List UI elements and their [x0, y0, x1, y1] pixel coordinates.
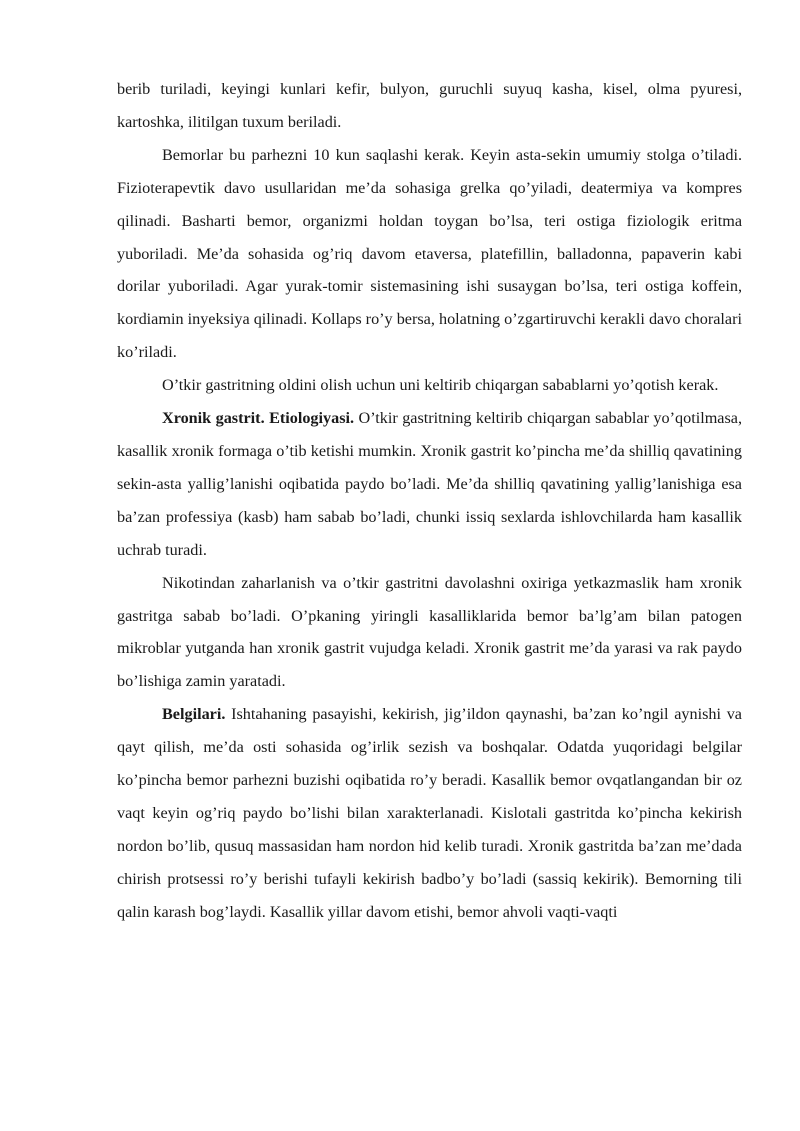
paragraph-causes	[117, 567, 742, 699]
paragraph-text: Bemorlar bu parhezni 10 kun saqlashi kerak. Keyin asta-sekin umumiy stolga o’tiladi. Fizioterapevtik davo usullaridan me’da sohasiga grelka qo’yiladi, deatermiya va kompres qilinadi. Basharti bemor, organizmi holdan toygan bo’lsa, teri ostiga fiziologik eritma yuboriladi. Me’da sohasida og’riq davom etaversa, platefillin, balladonna, papaverin kabi dorilar yuboriladi. Agar yurak-tomir sistemasining ishi susaygan bo’lsa, teri ostiga koffein, kordiamin inyeksiya qilinadi. Kollaps ro’y bersa, holatning o’zgartiruvchi kerakli davo choralari ko’riladi.	[117, 145, 742, 362]
paragraph-diet-continuation	[117, 73, 742, 139]
section-heading-symptoms: Belgilari.	[162, 705, 226, 724]
paragraph-chronic-etiology	[117, 402, 742, 567]
document-page	[117, 73, 742, 929]
paragraph-diet-duration	[117, 139, 742, 369]
paragraph-text: Ishtahaning pasayishi, kekirish, jig’ildon qaynashi, ba’zan ko’ngil aynishi va qayt qilish, me’da osti sohasida og’irlik sezish va boshqalar. Odatda yuqoridagi belgilar ko’pincha bemor parhezni buzishi oqibatida ro’y beradi. Kasallik bemor ovqatlangandan bir oz vaqt keyin og’riq paydo bo’lishi bilan xarakterlanadi. Kislotali gastritda ko’pincha kekirish nordon bo’lib, qusuq massasidan ham nordon hid kelib turadi. Xronik gastritda ba’zan me’dada chirish protsessi ro’y berishi tufayli kekirish badbo’y bo’ladi (sassiq kekirik). Bemorning tili qalin karash bog’laydi. Kasallik yillar davom etishi, bemor ahvoli vaqti-vaqti	[117, 705, 742, 921]
section-heading-chronic-gastritis: Xronik gastrit. Etiologiyasi.	[162, 409, 355, 428]
paragraph-prevention	[117, 369, 742, 402]
paragraph-text: Nikotindan zaharlanish va o’tkir gastritni davolashni oxiriga yetkazmaslik ham xronik gastritga sabab bo’ladi. O’pkaning yiringli kasalliklarida bemor ba’lg’am bilan patogen mikroblar yutganda han xronik gastrit vujudga keladi. Xronik gastrit me’da yarasi va rak paydo bo’lishiga zamin yaratadi.	[117, 573, 742, 691]
paragraph-text: O’tkir gastritning keltirib chiqargan sabablar yo’qotilmasa, kasallik xronik formaga o’tib ketishi mumkin. Xronik gastrit ko’pincha me’da shilliq qavatining sekin-asta yallig’lanishi oqibatida paydo bo’ladi. Me’da shilliq qavatining yallig’lanishiga esa ba’zan professiya (kasb) ham sabab bo’ladi, chunki issiq sexlarda ishlovchilarda ham kasallik uchrab turadi.	[117, 409, 743, 559]
paragraph-text: berib turiladi, keyingi kunlari kefir, bulyon, guruchli suyuq kasha, kisel, olma pyuresi, kartoshka, ilitilgan tuxum beriladi.	[117, 80, 742, 131]
paragraph-text: O’tkir gastritning oldini olish uchun uni keltirib chiqargan sabablarni yo’qotish kerak.	[162, 376, 719, 395]
paragraph-symptoms	[117, 698, 742, 928]
